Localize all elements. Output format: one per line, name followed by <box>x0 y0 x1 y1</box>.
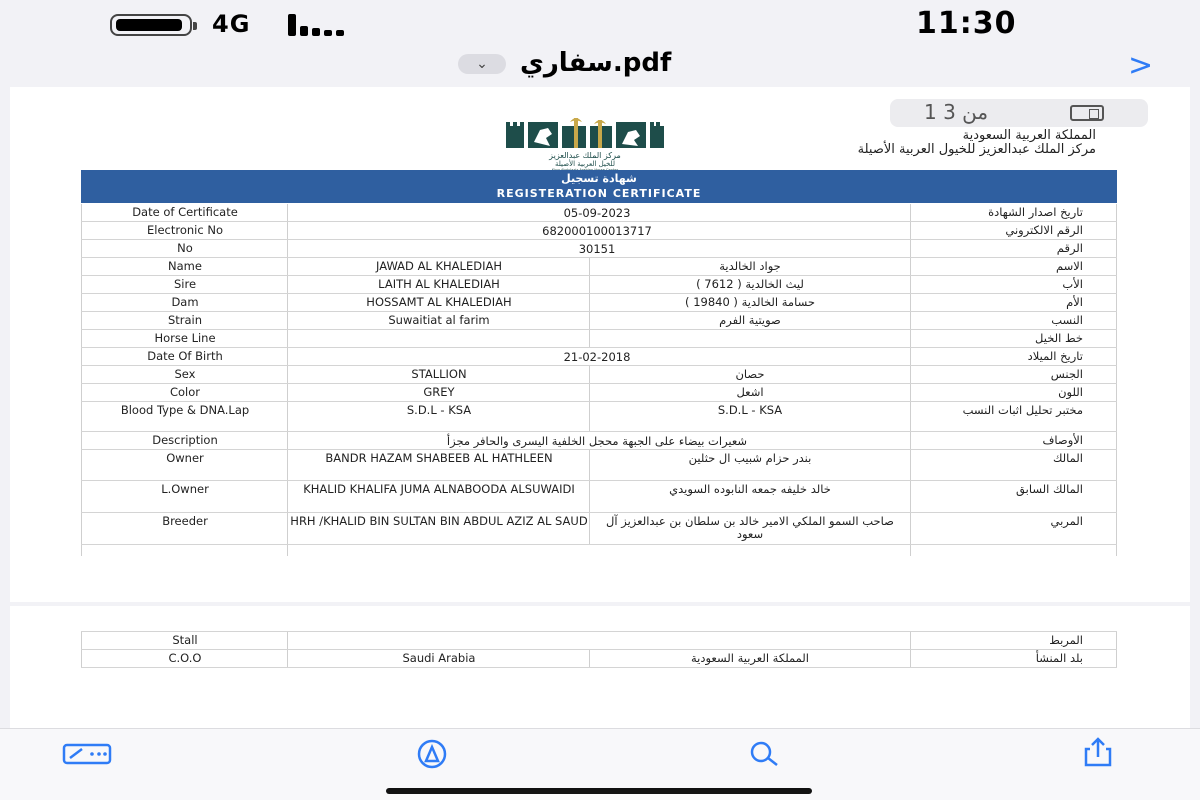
row-value-ar: صويتية الفرم <box>719 313 781 327</box>
row-value: 682000100013717 <box>542 224 652 238</box>
row-label-ar: بلد المنشأ <box>1035 651 1083 665</box>
table-row <box>81 481 1117 513</box>
row-label-ar: المالك <box>1052 451 1083 465</box>
table-row <box>81 258 1117 276</box>
row-value-en: STALLION <box>411 367 467 381</box>
row-value-ar: حسامة الخالدية ( 19840 ) <box>685 295 815 309</box>
row-value-ar: خالد خليفه جمعه النابوده السويدي <box>669 482 831 496</box>
row-label-ar: النسب <box>1051 313 1083 327</box>
table-row <box>81 384 1117 402</box>
row-label-ar: المربط <box>1049 633 1083 647</box>
browser-title-bar <box>0 46 1200 84</box>
home-indicator[interactable] <box>386 788 812 794</box>
row-label-en: C.O.O <box>168 651 202 665</box>
row-value-en: HRH /KHALID BIN SULTAN BIN ABDUL AZIZ AL SAUD <box>290 514 588 528</box>
search-icon[interactable] <box>748 741 780 767</box>
row-label-ar: اللون <box>1058 385 1083 399</box>
row-label-en: Stall <box>172 633 198 647</box>
row-label-ar: المالك السابق <box>1016 482 1083 496</box>
table-row <box>81 348 1117 366</box>
page-indicator-text: 1 من 3 <box>924 100 989 124</box>
row-value-ar: بندر حزام شبيب ال حثلين <box>688 451 812 465</box>
row-label-ar: تاريخ الميلاد <box>1027 349 1083 363</box>
table-row <box>81 402 1117 432</box>
row-value-ar: صاحب السمو الملكي الامير خالد بن سلطان بن عبدالعزيز آل سعود <box>606 514 894 541</box>
row-value-en: KHALID KHALIFA JUMA ALNABOODA ALSUWAIDI <box>303 482 575 496</box>
row-label-ar: تاريخ اصدار الشهادة <box>988 205 1083 219</box>
row-label-ar: المربي <box>1050 514 1083 528</box>
row-value-ar: حصان <box>735 367 765 381</box>
table-row <box>81 650 1117 668</box>
row-label-ar: الأم <box>1066 295 1083 309</box>
row-label-ar: مختبر تحليل اثبات النسب <box>962 403 1083 417</box>
row-value-en: BANDR HAZAM SHABEEB AL HATHLEEN <box>325 451 553 465</box>
row-value-ar: ليث الخالدية ( 7612 ) <box>696 277 804 291</box>
row-label-en: L.Owner <box>161 482 209 496</box>
document-title[interactable]: سفاري.pdf <box>520 48 672 78</box>
row-label-en: Date of Certificate <box>132 205 238 219</box>
row-value-en: JAWAD AL KHALEDIAH <box>376 259 502 273</box>
row-label-ar: خط الخيل <box>1035 331 1083 345</box>
row-value-en: Suwaitiat al farim <box>388 313 490 327</box>
table-row <box>81 513 1117 545</box>
row-label-ar: الرقم الالكتروني <box>1005 223 1083 237</box>
table-row <box>81 204 1117 222</box>
row-value: 30151 <box>578 242 616 256</box>
table-row <box>81 632 1117 650</box>
certificate-banner <box>81 170 1117 203</box>
center-logo <box>504 116 666 172</box>
row-value-en: Saudi Arabia <box>402 651 476 665</box>
row-value: شعيرات بيضاء على الجبهة محجل الخلفية اليسرى والحافر مجزأ <box>446 434 748 448</box>
row-label-en: Description <box>152 433 218 447</box>
row-value-ar: المملكة العربية السعودية <box>691 651 809 665</box>
row-label-en: Blood Type & DNA.Lap <box>120 403 250 417</box>
row-label-ar: الاسم <box>1055 259 1083 273</box>
certificate-table <box>81 204 1117 556</box>
chevron-down-icon[interactable]: ⌄ <box>458 54 506 74</box>
row-value-en: GREY <box>423 385 455 399</box>
row-value: 21-02-2018 <box>563 350 631 364</box>
row-label-en: No <box>177 241 193 255</box>
row-value-ar: جواد الخالدية <box>719 259 781 273</box>
status-time: 11:30 <box>916 6 1017 41</box>
row-value-en: S.D.L - KSA <box>406 403 472 417</box>
logo-text-ar-1: مركز الملك عبدالعزيز <box>549 151 621 160</box>
table-row <box>81 240 1117 258</box>
row-label-ar: الأوصاف <box>1042 433 1083 447</box>
row-value-ar: اشعل <box>736 385 764 399</box>
row-label-en: Electronic No <box>147 223 223 237</box>
row-label-en: Owner <box>166 451 204 465</box>
signal-bars-icon <box>288 14 350 36</box>
table-row <box>81 312 1117 330</box>
table-row <box>81 432 1117 450</box>
thumbnails-icon[interactable] <box>1070 105 1104 121</box>
table-row <box>81 222 1117 240</box>
origin-table <box>81 631 1117 667</box>
status-bar <box>0 0 1200 46</box>
page-indicator[interactable] <box>890 99 1148 127</box>
row-label-en: Dam <box>171 295 199 309</box>
table-row <box>81 276 1117 294</box>
row-value-en: HOSSAMT AL KHALEDIAH <box>366 295 512 309</box>
row-value: 05-09-2023 <box>563 206 631 220</box>
row-label-ar: الرقم <box>1056 241 1083 255</box>
markup-tools-icon[interactable] <box>62 743 112 765</box>
row-label-en: Sire <box>173 277 197 291</box>
battery-icon <box>110 14 192 36</box>
chevron-right-icon[interactable]: > <box>1128 48 1154 83</box>
row-label-en: Date Of Birth <box>147 349 223 363</box>
row-value-en: LAITH AL KHALEDIAH <box>378 277 500 291</box>
logo-text-ar-2: للخيل العربية الأصيلة <box>554 160 616 168</box>
share-icon[interactable] <box>1082 737 1114 767</box>
row-label-en: Breeder <box>162 514 208 528</box>
header-country: المملكة العربية السعودية <box>962 128 1096 143</box>
table-row <box>81 366 1117 384</box>
row-label-en: Horse Line <box>154 331 216 345</box>
banner-title-en: REGISTERATION CERTIFICATE <box>496 187 702 200</box>
row-label-ar: الأب <box>1062 277 1083 291</box>
row-label-ar: الجنس <box>1050 367 1083 381</box>
row-label-en: Name <box>168 259 202 273</box>
row-label-en: Sex <box>174 367 196 381</box>
table-row <box>81 450 1117 481</box>
table-row <box>81 330 1117 348</box>
annotate-icon[interactable] <box>412 739 452 769</box>
banner-title-ar: شهادة تسجيل <box>561 172 637 185</box>
table-row <box>81 294 1117 312</box>
network-type: 4G <box>212 10 251 38</box>
row-value-ar: S.D.L - KSA <box>717 403 783 417</box>
row-label-en: Strain <box>167 313 203 327</box>
row-label-en: Color <box>169 385 201 399</box>
header-center-name: مركز الملك عبدالعزيز للخيول العربية الأصيلة <box>857 142 1096 157</box>
